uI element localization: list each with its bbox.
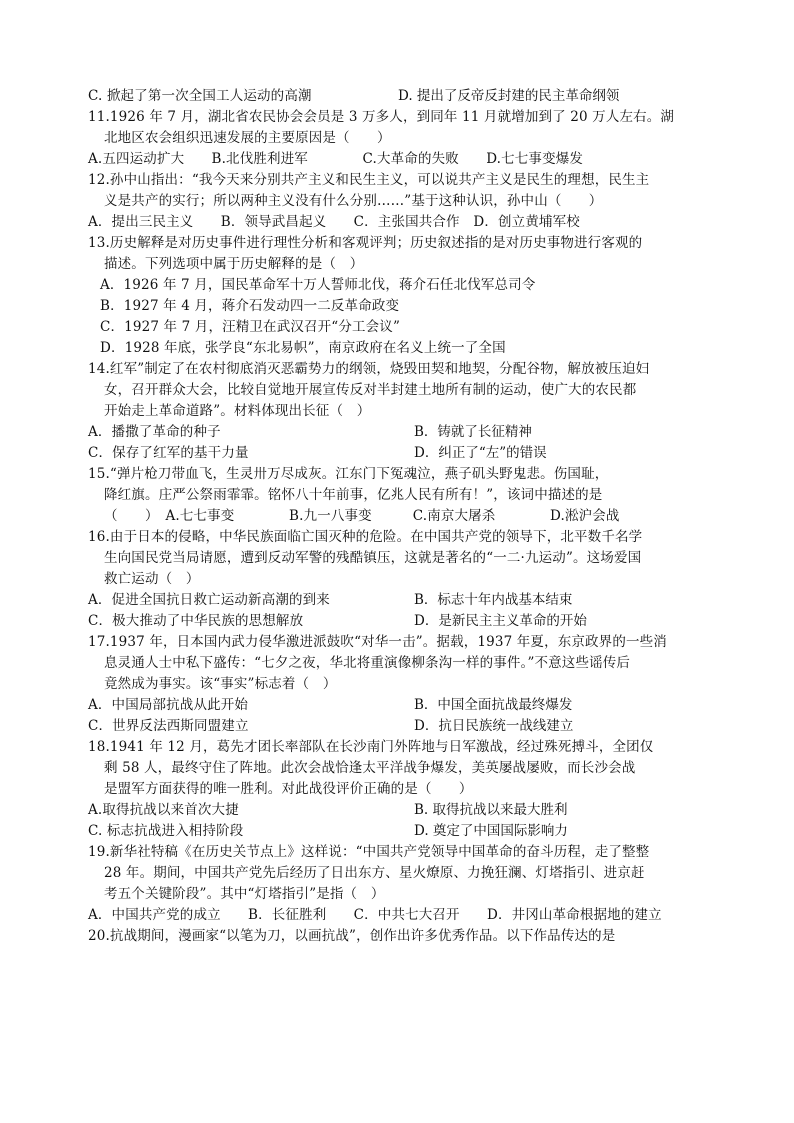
q15-options: （ ） A.七七事变 B.九一八事变 C.南京大屠杀 D.淞沪会战 <box>104 508 620 524</box>
q14-option-c: C．保存了红军的基干力量 <box>88 445 249 461</box>
q16-option-a: A．促进全国抗日救亡运动新高潮的到来 <box>88 592 330 608</box>
q16-option-b: B．标志十年内战基本结束 <box>414 592 573 608</box>
q16-stem-line-2: 生向国民党当局请愿，遭到反动军警的残酷镇压，这就是著名的“一二·九运动”。这场爱国 <box>104 550 642 566</box>
q17-stem-line-1: 17.1937 年，日本国内武力侵华激进派鼓吹“对华一击”。据载，1937 年夏，东京政界的一些消 <box>88 634 667 650</box>
q16-stem-line-3: 救亡运动（ ） <box>104 571 200 587</box>
q12-stem-line-2: 义是共产的实行；所以两种主义没有什么分别……”基于这种认识，孙中山（ ） <box>104 193 603 209</box>
q15-stem-line-1: 15.“弹片枪刀带血飞，生灵卅万尽成灰。江东门下冤魂泣，燕子矶头野鬼悲。伤国耻， <box>88 466 609 482</box>
q11-stem-line-1: 11.1926 年 7 月，湖北省农民协会会员是 3 万多人，到同年 11 月就增加到了 20 万人左右。湖 <box>88 109 675 125</box>
q12-options: A．提出三民主义 B．领导武昌起义 C．主张国共合作 D．创立黄埔军校 <box>88 214 580 230</box>
q17-stem-line-3: 竟然成为事实。该“事实”标志着（ ） <box>104 676 337 692</box>
q19-stem-line-2: 28 年。期间，中国共产党先后经历了日出东方、星火燎原、力挽狂澜、灯塔指引、进京赶 <box>104 865 645 881</box>
q12-stem-line-1: 12.孙中山指出：“我今天来分别共产主义和民生主义，可以说共产主义是民生的理想，民生主 <box>88 172 650 188</box>
q14-stem-line-2: 女，召开群众大会，比较自觉地开展宣传反对半封建土地所有制的运动，使广大的农民都 <box>104 382 637 398</box>
q17-option-d: D．抗日民族统一战线建立 <box>414 718 574 734</box>
q14-stem-line-3: 开始走上革命道路”。材料体现出长征（ ） <box>104 403 371 419</box>
q13-option-a: A．1926 年 7 月，国民革命军十万人誓师北伐，蒋介石任北伐军总司令 <box>100 277 536 293</box>
q17-option-b: B．中国全面抗战最终爆发 <box>414 697 573 713</box>
q20-stem-line-1: 20.抗战期间，漫画家“以笔为刀，以画抗战”，创作出许多优秀作品。以下作品传达的是 <box>88 928 616 944</box>
q15-stem-line-2: 降红旗。庄严公祭雨霏霏。铭怀八十年前事，亿兆人民有所有！”，该词中描述的是 <box>104 487 603 503</box>
q16-option-d: D．是新民主主义革命的开始 <box>414 613 587 629</box>
q11-options: A.五四运动扩大 B.北伐胜利进军 C.大革命的失败 D.七七事变爆发 <box>88 151 584 167</box>
q14-option-a: A．播撒了革命的种子 <box>88 424 221 440</box>
q18-stem-line-2: 剩 58 人，最终守住了阵地。此次会战恰逢太平洋战争爆发，美英屡战屡败，而长沙会战 <box>104 760 636 776</box>
q18-option-b: B. 取得抗战以来最大胜利 <box>414 802 568 818</box>
q13-option-b: B．1927 年 4 月，蒋介石发动四一二反革命政变 <box>100 298 400 314</box>
q10-option-d: D. 提出了反帝反封建的民主革命纲领 <box>398 88 620 104</box>
q18-stem-line-3: 是盟军方面获得的唯一胜利。对此战役评价正确的是（ ） <box>104 781 473 797</box>
q16-option-c: C．极大推动了中华民族的思想解放 <box>88 613 304 629</box>
q14-stem-line-1: 14.红军”制定了在农村彻底消灭恶霸势力的纲领，烧毁田契和地契，分配谷物，解放被压迫妇 <box>88 361 650 377</box>
q10-option-c: C. 掀起了第一次全国工人运动的高潮 <box>88 88 312 104</box>
q18-option-d: D. 奠定了中国国际影响力 <box>414 823 568 839</box>
q14-option-b: B．铸就了长征精神 <box>414 424 532 440</box>
q17-option-c: C．世界反法西斯同盟建立 <box>88 718 249 734</box>
q19-stem-line-1: 19.新华社特稿《在历史关节点上》这样说：“中国共产党领导中国革命的奋斗历程，走了整整 <box>88 844 650 860</box>
q16-stem-line-1: 16.由于日本的侵略，中华民族面临亡国灭种的危险。在中国共产党的领导下，北平数千名学 <box>88 529 643 545</box>
q13-stem-line-1: 13.历史解释是对历史事件进行理性分析和客观评判；历史叙述指的是对历史事物进行客观的 <box>88 235 643 251</box>
q19-stem-line-3: 考五个关键阶段”。其中“灯塔指引”是指（ ） <box>104 886 385 902</box>
q18-stem-line-1: 18.1941 年 12 月，葛先才团长率部队在长沙南门外阵地与日军激战，经过殊死搏斗，全团仅 <box>88 739 654 755</box>
q13-stem-line-2: 描述。下列选项中属于历史解释的是（ ） <box>104 256 364 272</box>
q17-stem-line-2: 息灵通人士中私下盛传：“七夕之夜，华北将重演像柳条沟一样的事件。”不意这些谣传后 <box>104 655 631 671</box>
q18-option-a: A.取得抗战以来首次大捷 <box>88 802 239 818</box>
q18-option-c: C. 标志抗战进入相持阶段 <box>88 823 244 839</box>
q19-options: A．中国共产党的成立 B．长征胜利 C．中共七大召开 D．井冈山革命根据地的建立 <box>88 907 662 923</box>
q11-stem-line-2: 北地区农会组织迅速发展的主要原因是（ ） <box>104 130 391 146</box>
q13-option-d: D．1928 年底，张学良“东北易帜”，南京政府在名义上统一了全国 <box>100 340 506 356</box>
q14-option-d: D．纠正了“左”的错误 <box>414 445 547 461</box>
q17-option-a: A．中国局部抗战从此开始 <box>88 697 249 713</box>
q13-option-c: C．1927 年 7 月，汪精卫在武汉召开“分工会议” <box>100 319 401 335</box>
